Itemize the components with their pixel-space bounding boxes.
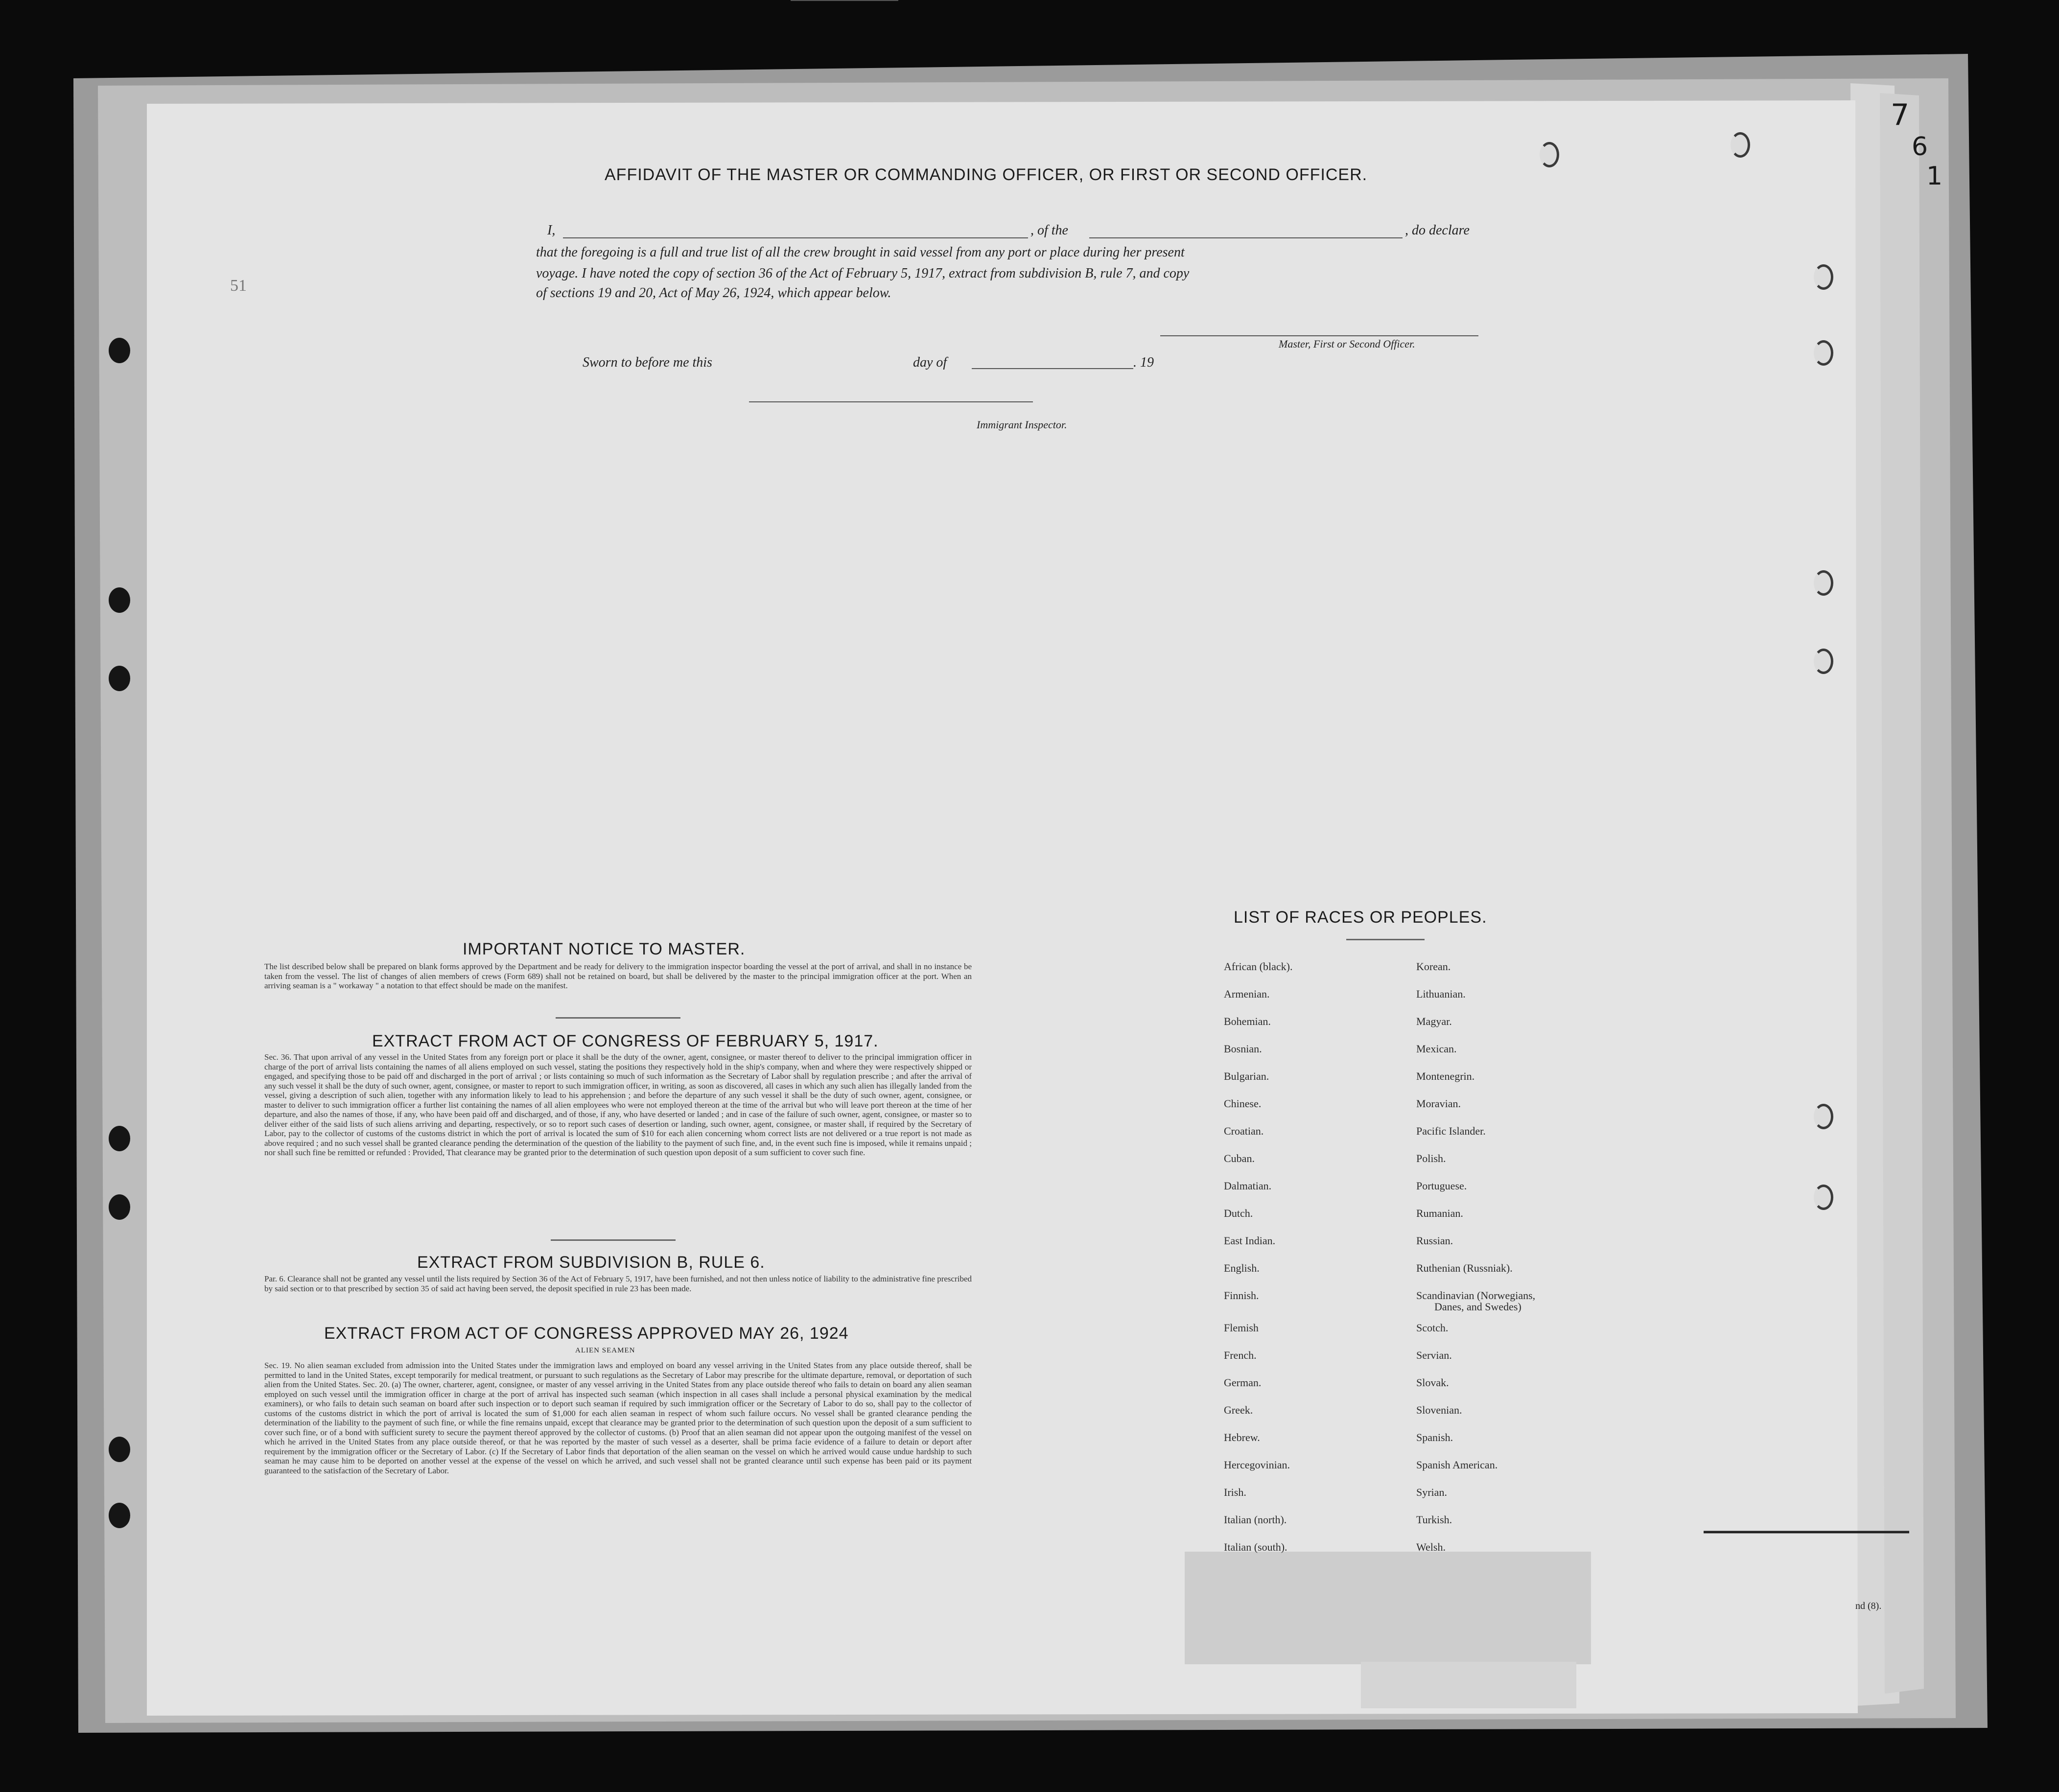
punch-hole <box>109 1126 130 1151</box>
affidavit-line-2: that the foregoing is a full and true list of all the crew brought in said vessel from any port or place during her present <box>536 245 1185 260</box>
race-item: Polish. <box>1416 1152 1446 1164</box>
punch-hole <box>109 1194 130 1220</box>
extract-1917-title: EXTRACT FROM ACT OF CONGRESS OF FEBRUARY 5, 1917. <box>372 1032 879 1050</box>
sworn-label: Sworn to before me this <box>583 355 712 370</box>
affidavit-title: AFFIDAVIT OF THE MASTER OR COMMANDING OFFICER, OR FIRST OR SECOND OFFICER. <box>605 165 1368 184</box>
race-item: African (black). <box>1224 960 1293 973</box>
inspector-label: Immigrant Inspector. <box>977 419 1067 431</box>
race-item: Rumanian. <box>1416 1207 1463 1219</box>
binder-ring-mark <box>1814 1185 1833 1210</box>
punch-hole <box>109 1503 130 1528</box>
month-blank <box>972 368 1133 369</box>
race-item: Finnish. <box>1224 1289 1259 1302</box>
race-item: Bosnian. <box>1224 1043 1262 1055</box>
race-item: Greek. <box>1224 1404 1253 1416</box>
race-item: Chinese. <box>1224 1097 1262 1110</box>
race-item: Turkish. <box>1416 1513 1452 1526</box>
binder-ring-mark <box>1731 132 1750 158</box>
race-item: Irish. <box>1224 1486 1246 1498</box>
race-item: Ruthenian (Russniak). <box>1416 1262 1513 1274</box>
extract-rule6-text: Par. 6. Clearance shall not be granted any vessel until the lists required by Section 36 of the Act of February 5, 1917, have been furnished, and not then unless notice of liability to the administrative fine prescribed by said section or to that prescribed by section 35 of said act having been served, the deposit specified in rule 23 has been made. <box>264 1274 972 1293</box>
divider <box>551 1239 676 1241</box>
binder-ring-mark <box>1540 142 1559 167</box>
races-title: LIST OF RACES OR PEOPLES. <box>1234 908 1487 927</box>
margin-mark: 51 <box>230 277 247 295</box>
race-item: Magyar. <box>1416 1015 1452 1027</box>
affidavit-line-mid: , of the <box>1030 223 1068 238</box>
affidavit-line-start: I, <box>547 223 556 238</box>
race-item: Russian. <box>1416 1234 1453 1247</box>
vessel-blank <box>1089 237 1403 238</box>
race-item: Armenian. <box>1224 988 1270 1000</box>
notice-text: The list described below shall be prepared on blank forms approved by the Department and be ready for delivery to the immigration inspector boarding the vessel at the port of arrival, and shall in no instance be taken from the vessel. The list of changes of alien members of crews (Form 689) shall not be retained on board, but shall be delivered by the master to the principal immigration officer at the port. When an arriving seaman is a " workaway " a notation to that effect should be made on the manifest. <box>264 962 972 990</box>
race-item: Cuban. <box>1224 1152 1255 1164</box>
punch-hole <box>109 587 130 613</box>
race-item: Slovak. <box>1416 1376 1449 1389</box>
race-item: Portuguese. <box>1416 1180 1467 1192</box>
punch-hole <box>109 1437 130 1462</box>
handwritten-mark: 6 <box>1912 132 1928 162</box>
notice-title: IMPORTANT NOTICE TO MASTER. <box>463 940 746 958</box>
binder-ring-mark <box>1814 1104 1833 1129</box>
punch-hole <box>109 338 130 363</box>
extract-1924-text: Sec. 19. No alien seaman excluded from admission into the United States under the immigration laws and employed on board any vessel arriving in the United States from any place outside thereof, shall be permitted to land in the United States, except temporarily for medical treatment, or pursuant to such regulations as the Secretary of Labor may prescribe for the ultimate departure, removal, or deportation of such alien from the United States. Sec. 20. (a) The owner, charterer, agent, consignee, or master of any vessel arriving in the United States from any place outside thereof who fails to detain on board any alien seaman employed on such vessel until the immigration officer in charge at the port of arrival has inspected such seaman (which inspection in all cases shall include a personal physical examination by the medical examiners), or who fails to detain such seaman on board after such inspection or to deport such seaman if required by such immigration officer or the Secretary of Labor to do so, shall pay to the collector of customs of the customs district in which the port of arrival is located the sum of $1,000 for each alien seaman in respect of whom such failure occurs. No vessel shall be granted clearance pending the determination of the liability to the payment of such fine, or while the fine remains unpaid, except that clearance may be granted prior to the determination of such question upon the deposit of a sum sufficient to cover such fine, or of a bond with sufficient surety to secure the payment thereof approved by the collector of customs. (b) Proof that an alien seaman did not appear upon the outgoing manifest of the vessel on which he arrived in the United States from any place outside thereof, or that he was reported by the master of such vessel as a deserter, shall be prima facie evidence of a failure to detain or deport after requirement by the immigration officer or the Secretary of Labor. (c) If the Secretary of Labor finds that deportation of the alien seaman on the vessel on which he arrived would cause undue hardship to such seaman he may cause him to be deported on another vessel at the expense of the vessel on which he arrived, and such vessel shall not be granted clearance until such expense has been paid or its payment guaranteed to the satisfaction of the Secretary of Labor. <box>264 1361 972 1475</box>
race-item: Mexican. <box>1416 1043 1457 1055</box>
extract-1924-subtitle: ALIEN SEAMEN <box>575 1347 635 1354</box>
punch-hole <box>109 666 130 691</box>
binder-ring-mark <box>1814 340 1833 366</box>
race-item: Bohemian. <box>1224 1015 1271 1027</box>
race-item: Moravian. <box>1416 1097 1461 1110</box>
affidavit-line-4: of sections 19 and 20, Act of May 26, 1924, which appear below. <box>536 285 891 301</box>
race-item: German. <box>1224 1376 1262 1389</box>
race-item: Hebrew. <box>1224 1431 1260 1443</box>
race-item: Scandinavian (Norwegians, <box>1416 1289 1536 1302</box>
race-item: Bulgarian. <box>1224 1070 1269 1082</box>
race-item: French. <box>1224 1349 1257 1361</box>
extract-1917-text: Sec. 36. That upon arrival of any vessel in the United States from any foreign port or place it shall be the duty of the owner, agent, consignee, or master thereof to deliver to the principal immigration officer in charge of the port of arrival lists containing the names of all aliens employed on such vessel, stating the positions they respectively hold in the ship's company, when and where they were respectively shipped or engaged, and specifying those to be paid off and discharged in the port of arrival ; or lists containing so much of such information as the Secretary of Labor shall by regulation prescribe ; and after the arrival of any such vessel it shall be the duty of such owner, agent, consignee, or master to report to such immigration officer, in writing, as soon as discovered, all cases in which any such alien has illegally landed from the vessel, giving a description of such alien, together with any information likely to lead to his apprehension ; and before the departure of any such vessel it shall be the duty of such owner, agent, consignee, or master to deliver to such immigration officer a further list containing the names of all alien employees who were not employed thereon at the time of the arrival but who will leave port thereon at the time of her departure, and also the names of those, if any, who have been paid off and discharged, and of those, if any, who have deserted or landed ; and in case of the failure of such owner, agent, consignee, or master so to deliver either of the said lists of such aliens arriving and departing, respectively, or so to report such cases of desertion or landing, such owner, agent, consignee, or master shall, if required by the Secretary of Labor, pay to the collector of customs of the customs district in which the port of arrival is located the sum of $10 for each alien concerning whom correct lists are not delivered or a true report is not made as above required ; and no such vessel shall be granted clearance pending the determination of the question of the liability to the payment of such fine, and, in the event such fine is imposed, while it remains unpaid ; nor shall such fine be remitted or refunded : Provided, That clearance may be granted prior to the determination of such question upon deposit of a sum sufficient to cover such fine. <box>264 1052 972 1157</box>
extract-1924-title: EXTRACT FROM ACT OF CONGRESS APPROVED MAY 26, 1924 <box>324 1324 849 1343</box>
race-item: Syrian. <box>1416 1486 1447 1498</box>
divider <box>556 1017 680 1019</box>
handwritten-mark: 7 <box>1891 98 1910 132</box>
race-item: Pacific Islander. <box>1416 1125 1486 1137</box>
binder-ring-mark <box>1814 649 1833 674</box>
binder-ring-mark <box>1814 264 1833 290</box>
master-signature-line <box>1160 335 1478 336</box>
extract-rule6-title: EXTRACT FROM SUBDIVISION B, RULE 6. <box>417 1253 765 1272</box>
master-signature-label: Master, First or Second Officer. <box>1279 338 1415 350</box>
race-item: Croatian. <box>1224 1125 1264 1137</box>
race-item: Hercegovinian. <box>1224 1459 1290 1471</box>
race-item: Lithuanian. <box>1416 988 1466 1000</box>
race-item: Slovenian. <box>1416 1404 1462 1416</box>
race-item: Korean. <box>1416 960 1451 973</box>
race-item: Danes, and Swedes) <box>1434 1301 1521 1313</box>
race-item: Dalmatian. <box>1224 1180 1272 1192</box>
year-label: . 19 <box>1133 355 1154 370</box>
race-item: English. <box>1224 1262 1260 1274</box>
name-blank <box>563 237 1028 238</box>
day-of-label: day of <box>913 355 947 370</box>
divider <box>1346 939 1425 940</box>
margin-snippet: nd (8). <box>1855 1601 1882 1611</box>
day-blank <box>791 0 898 1</box>
inspector-signature-line <box>749 401 1033 402</box>
race-item: Servian. <box>1416 1349 1452 1361</box>
affidavit-line-3: voyage. I have noted the copy of section 36 of the Act of February 5, 1917, extract from subdivision B, rule 7, and copy <box>536 266 1190 281</box>
race-item: Spanish. <box>1416 1431 1453 1443</box>
race-item: Spanish American. <box>1416 1459 1498 1471</box>
binder-ring-mark <box>1814 570 1833 596</box>
handwritten-mark: 1 <box>1926 162 1943 191</box>
race-item: Italian (south). <box>1224 1541 1287 1553</box>
race-item: Italian (north). <box>1224 1513 1287 1526</box>
race-item: East Indian. <box>1224 1234 1276 1247</box>
race-item: Welsh. <box>1416 1541 1446 1553</box>
race-item: Dutch. <box>1224 1207 1253 1219</box>
affidavit-line-end: , do declare <box>1405 223 1470 238</box>
race-item: Montenegrin. <box>1416 1070 1475 1082</box>
race-item: Scotch. <box>1416 1322 1449 1334</box>
race-item: Flemish <box>1224 1322 1259 1334</box>
